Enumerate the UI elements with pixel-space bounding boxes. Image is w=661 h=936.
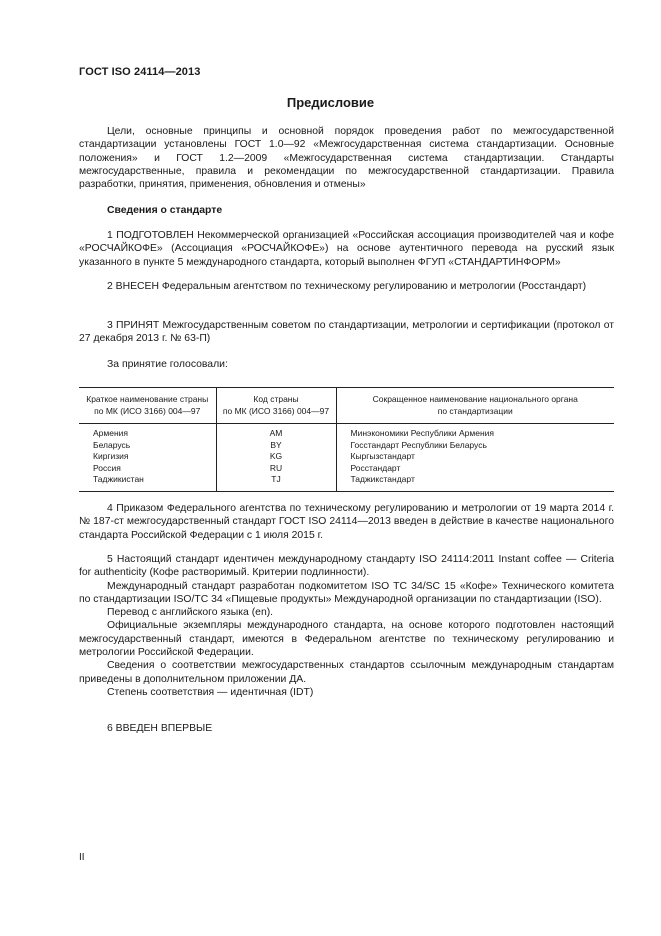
item-2 <box>79 280 614 293</box>
header-country-code: Код страны по МК (ИСО 3166) 004—97 <box>216 388 336 424</box>
item-1 <box>79 229 614 269</box>
table-row <box>79 440 614 452</box>
document-header: ГОСТ ISO 24114—2013 <box>79 66 201 78</box>
item-6-text: 6 ВВЕДЕН ВПЕРВЫЕ <box>107 723 213 734</box>
item-3-text: 3 ПРИНЯТ Межгосударственным советом по стандартизации, метрологии и сертификации (протокол от 27 декабря 2013 г. № 63-П) <box>79 320 614 345</box>
item-2-text: 2 ВНЕСЕН Федеральным агентством по техническому регулированию и метрологии (Росстандарт) <box>107 281 587 292</box>
table-row <box>79 451 614 463</box>
intro-paragraph <box>79 125 614 191</box>
national-body: Росстандарт <box>336 463 614 475</box>
intro-text: Цели, основные принципы и основной порядок проведения работ по межгосударственной стандартизации установлены ГОСТ 1.0—92 «Межгосударственная система стандартизации. Основные положения» и ГОСТ 1.2—2009 «Межгосударственная система стандартизации. Стандарты межгосударственные, правила и рекомендации по межгосударственной стандартизации. Правила разработки, принятия, применения, обновления и отмены» <box>79 126 614 191</box>
country-code: AM <box>216 424 336 440</box>
national-body: Госстандарт Республики Беларусь <box>336 440 614 452</box>
country-code: RU <box>216 463 336 475</box>
item-5-annex: Сведения о соответствии межгосударственных стандартов ссылочным международным стандартам приведены в дополнительном приложении ДА. <box>79 660 614 685</box>
national-body: Минэкономики Республики Армения <box>336 424 614 440</box>
country-code: TJ <box>216 474 336 491</box>
voting-table <box>79 387 614 492</box>
item-5-text: 5 Настоящий стандарт идентичен международному стандарту ISO 24114:2011 Instant coffee — Criteria for authenticity (Кофе растворимый. Критерии подлинности). <box>79 554 614 579</box>
page-title: Предисловие <box>286 95 375 110</box>
country-code: KG <box>216 451 336 463</box>
item-1-text: 1 ПОДГОТОВЛЕН Некоммерческой организацией «Российская ассоциация производителей чая и кофе «РОСЧАЙКОФЕ» (Ассоциация «РОСЧАЙКОФЕ») на основе аутентичного перевода на русский язык указанного в пункте 5 международного стандарта, который выполнен ФГУП «СТАНДАРТИНФОРМ» <box>79 230 614 268</box>
item-3 <box>79 319 614 346</box>
item-5-degree: Степень соответствия — идентичная (IDT) <box>107 686 314 698</box>
national-body: Кыргызстандарт <box>336 451 614 463</box>
country-name: Таджикистан <box>79 474 216 491</box>
country-name: Беларусь <box>93 439 131 450</box>
section-heading: Сведения о стандарте <box>107 205 223 216</box>
country-code: BY <box>216 440 336 452</box>
vote-intro-text: За принятие голосовали: <box>107 359 228 370</box>
item-5-origin: Международный стандарт разработан подкомитетом ISO TC 34/SC 15 «Кофе» Технического комитета по стандартизации ISO/TC 34 «Пищевые продукты» Международной организации по стандартизации (ISO). <box>79 580 614 605</box>
table-row <box>79 424 614 440</box>
section-heading-block <box>79 204 614 217</box>
header-country-name: Краткое наименование страны по МК (ИСО 3166) 004—97 <box>79 388 216 424</box>
vote-intro <box>79 358 614 371</box>
item-4 <box>79 502 614 542</box>
item-6 <box>79 722 614 735</box>
item-5-translation: Перевод с английского языка (en). <box>107 607 274 619</box>
country-name: Армения <box>93 428 129 438</box>
page-number: II <box>79 852 85 863</box>
country-name: Россия <box>93 462 121 473</box>
item-4-text: 4 Приказом Федерального агентства по техническому регулированию и метрологии от 19 марта 2014 г. № 187-ст межгосударственный стандарт ГОСТ ISO 24114—2013 введен в действие в качестве национального стандарта Российской Федерации с 1 июля 2015 г. <box>79 503 614 541</box>
header-national-body: Сокращенное наименование национального органа по стандартизации <box>336 388 614 424</box>
item-5 <box>79 553 614 699</box>
national-body: Таджикстандарт <box>336 474 614 491</box>
table-row <box>79 474 614 491</box>
table-row <box>79 463 614 475</box>
table-header-row <box>79 388 614 424</box>
country-name: Киргизия <box>93 451 129 461</box>
item-5-copies: Официальные экземпляры международного стандарта, на основе которого подготовлен настоящий межгосударственный стандарт, имеются в Федеральном агентстве по техническому регулированию и метрологии Российской Федерации. <box>79 620 614 659</box>
